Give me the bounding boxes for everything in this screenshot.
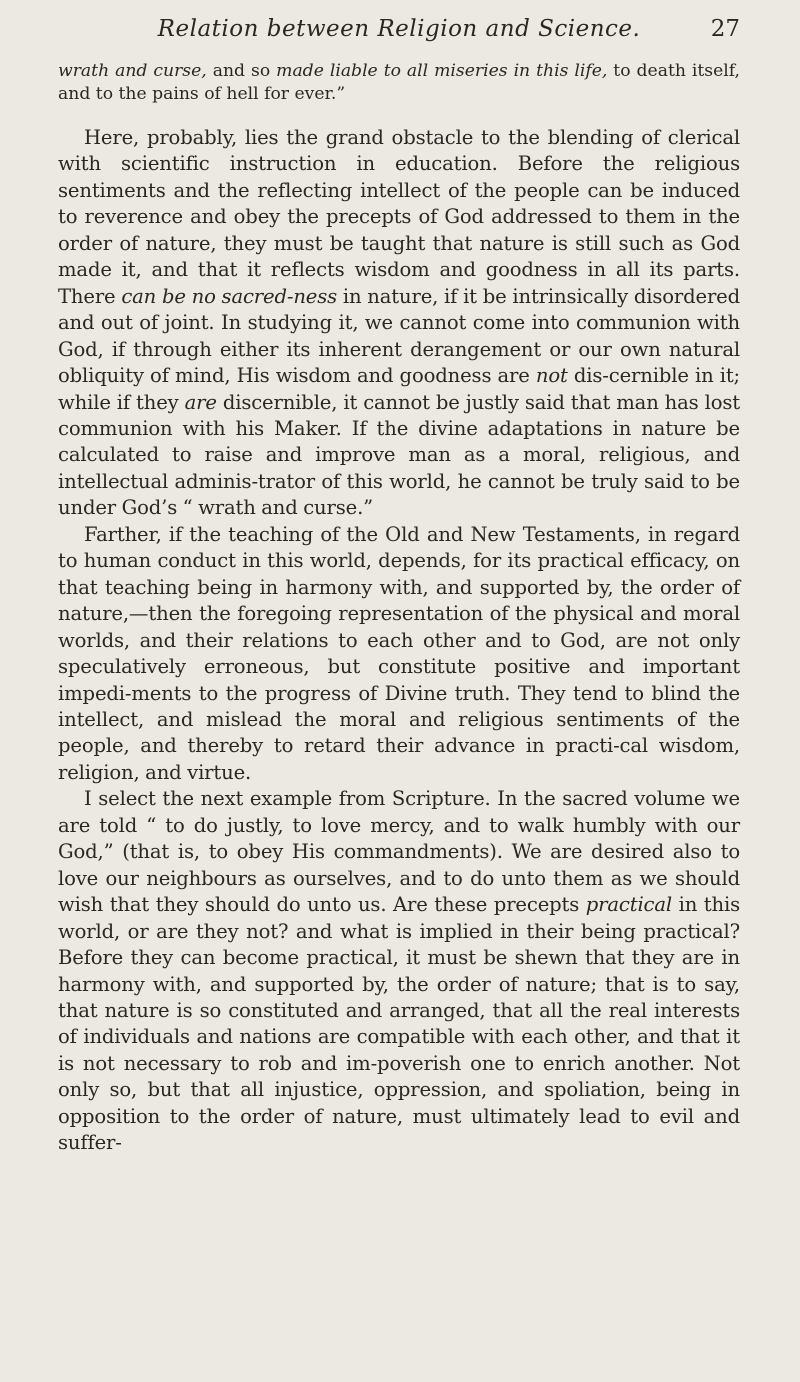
paragraph-1-text-b: in nature, if it be intrinsically disordered and out of joint. In studying it, we cannot come into communion with God, if through either its inherent derangement or our own natural obliquity of mind, His wisdom and goodness are (58, 284, 740, 388)
paragraph-1-text-c: dis-cernible in it; while if they (58, 364, 741, 414)
paragraph-1-text-a: Here, probably, lies the grand obstacle to the blending of clerical with scientific instruction in education. Before the religious sentiments and the reflecting intellect of the people can be induced to reverence and obey the precepts of God addressed to them in the order of nature, they must be taught that nature is still such as God made it, and that it reflects wisdom and goodness in all its parts. There (58, 126, 740, 308)
paragraph-1-italic-not: not (535, 364, 568, 388)
opening-text-b: to death itself, and to the pains of hell for ever.” (58, 61, 740, 104)
paragraph-2: Farther, if the teaching of the Old and New Testaments, in regard to human conduct in this world, depends, for its practical efficacy, on that teaching being in harmony with, and supported by, the order of nature,—then the foregoing representation of the physical and moral worlds, and their relations to each other and to God, are not only speculatively erroneous, but constitute positive and important impedi-ments to the progress of Divine truth. They tend to blind the intellect, and mislead the moral and religious sentiments of the people, and thereby to retard their advance in practi-cal wisdom, religion, and virtue. (58, 522, 740, 784)
running-head (58, 0, 740, 60)
paragraph-1 (58, 125, 740, 522)
paragraph-3-italic-practical: practical (585, 893, 673, 917)
page-number: 27 (710, 16, 740, 42)
paragraph-3-text-b: in this world, or are they not? and what is implied in their being practical? Before they can become practical, it must be shewn that they are in harmony with, and supported by, the order of nature; that is to say, that nature is so constituted and arranged, that all the real interests of individuals and nations are compatible with each other, and that it is not necessary to rob and im-poverish one to enrich another. Not only so, but that all injustice, oppression, and spoliation, being in opposition to the order of nature, must ultimately lead to evil and suffer- (58, 893, 740, 1155)
running-title: Relation between Religion and Science. (157, 16, 641, 42)
paragraph-1-italic-sacredness: can be no sacred-ness (121, 284, 338, 308)
opening-text-a: and so (206, 61, 277, 81)
opening-italic-a: wrath and curse, (58, 61, 207, 81)
paragraph-1-text-d: discernible, it cannot be justly said that man has lost communion with his Maker. If the divine adaptations in nature be calculated to raise and improve man as a moral, religious, and intellectual adminis-trator of this world, he cannot be truly said to be under God’s “ wrath and curse.” (58, 390, 740, 520)
opening-quote-fragment (58, 60, 740, 105)
paragraph-3-text-a: I select the next example from Scripture. In the sacred volume we are told “ to do justly, to love mercy, and to walk humbly with our God,” (that is, to obey His commandments). We are desired also to love our neighbours as ourselves, and to do unto them as we should wish that they should do unto us. Are these precepts (58, 787, 740, 917)
paragraph-1-italic-are: are (184, 390, 217, 414)
paragraph-3 (58, 786, 740, 1156)
opening-italic-b: made liable to all miseries in this life, (276, 61, 608, 81)
